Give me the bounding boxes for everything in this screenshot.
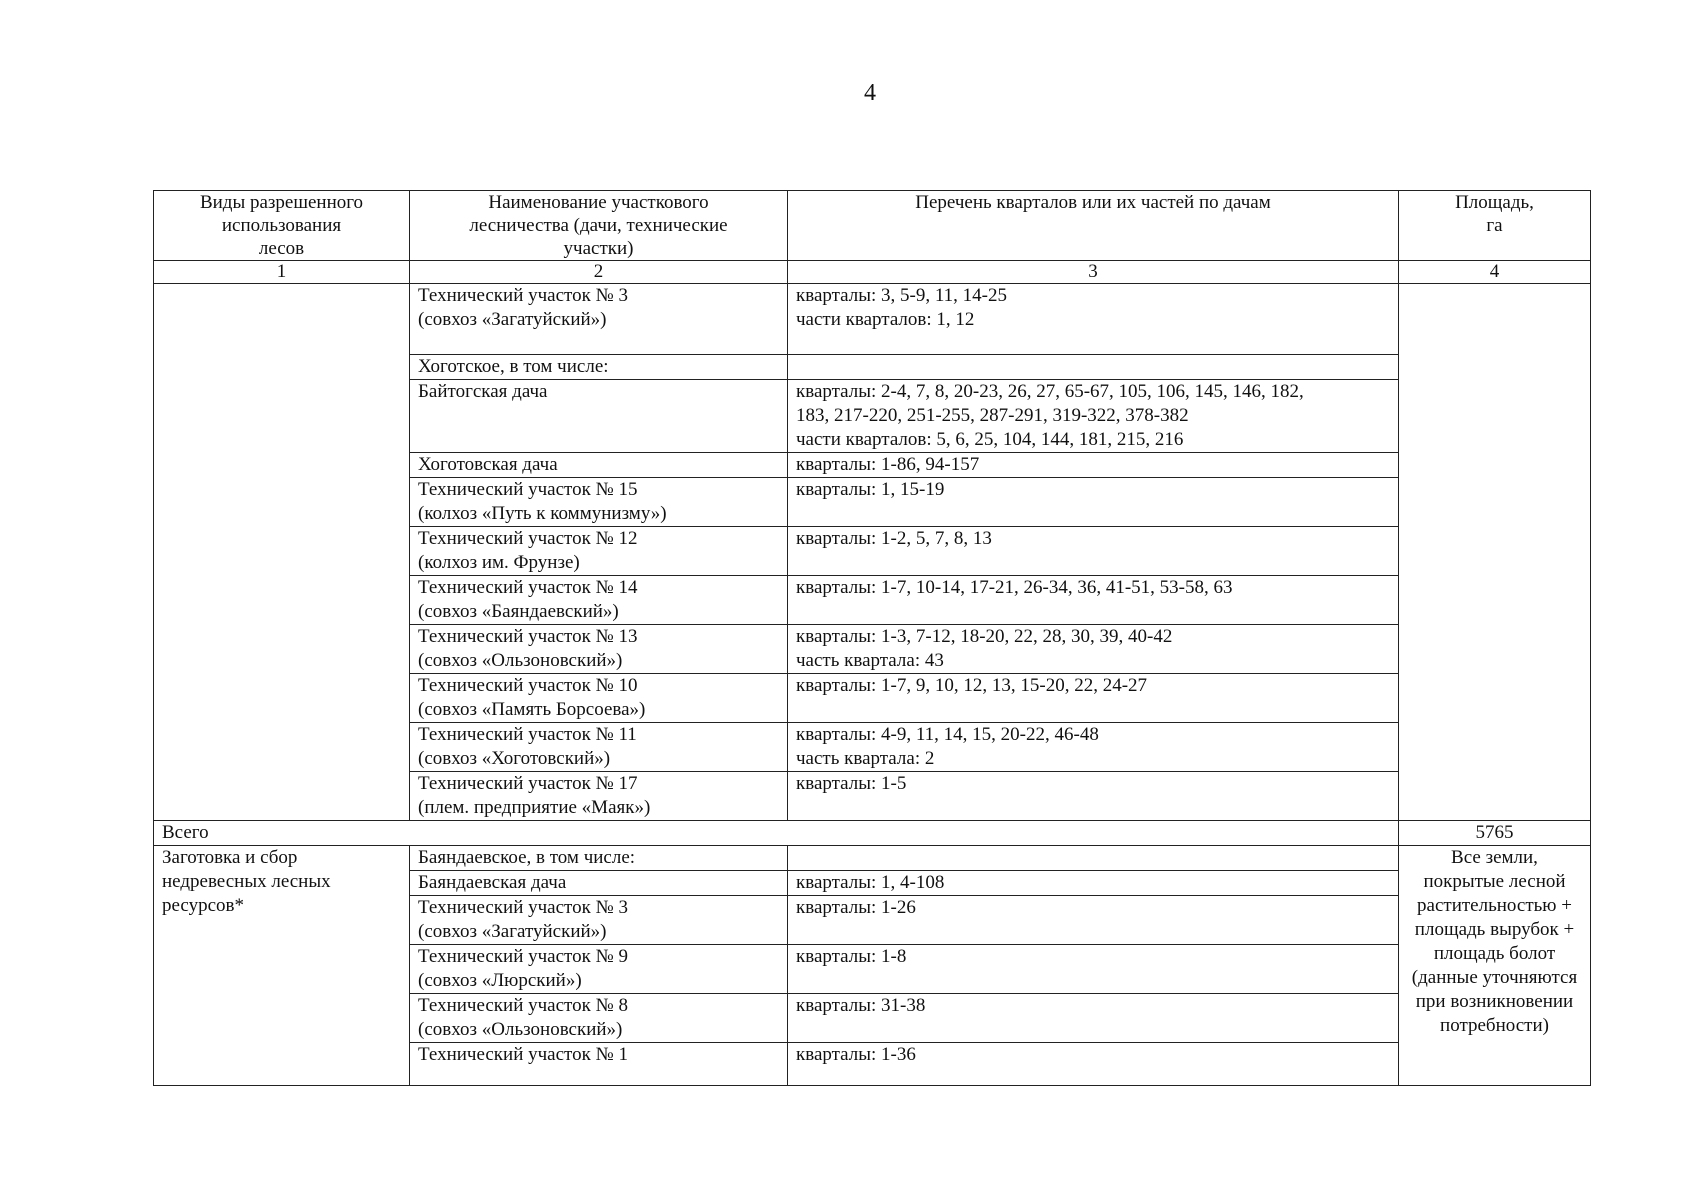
- column-numbers-row: [154, 261, 1591, 284]
- area-note-cell: Все земли, покрытые лесной растительностью + площадь вырубок + площадь болот (данные уточняются при возникновении потребности): [1399, 846, 1591, 1086]
- table-row: [154, 284, 1591, 355]
- quarters-cell: кварталы: 1-8: [788, 945, 1399, 994]
- header-area: Площадь, га: [1399, 191, 1591, 261]
- forest-use-table: [153, 190, 1591, 1086]
- total-label: Всего: [154, 821, 1399, 846]
- forestry-name-cell: Баяндаевская дача: [410, 871, 788, 896]
- quarters-cell: кварталы: 1-2, 5, 7, 8, 13: [788, 527, 1399, 576]
- header-row: [154, 191, 1591, 261]
- quarters-cell: кварталы: 1-3, 7-12, 18-20, 22, 28, 30, 39, 40-42 часть квартала: 43: [788, 625, 1399, 674]
- quarters-cell: [788, 846, 1399, 871]
- forestry-name-cell: Баяндаевское, в том числе:: [410, 846, 788, 871]
- forestry-name-cell: Хоготовская дача: [410, 453, 788, 478]
- header-quarters-list: Перечень кварталов или их частей по дачам: [788, 191, 1399, 261]
- forestry-name-cell: Технический участок № 1: [410, 1043, 788, 1086]
- quarters-cell: кварталы: 4-9, 11, 14, 15, 20-22, 46-48 часть квартала: 2: [788, 723, 1399, 772]
- forestry-name-cell: Технический участок № 11 (совхоз «Хоготовский»): [410, 723, 788, 772]
- quarters-cell: кварталы: 1-7, 9, 10, 12, 13, 15-20, 22, 24-27: [788, 674, 1399, 723]
- forestry-name-cell: Технический участок № 3 (совхоз «Загатуйский»): [410, 896, 788, 945]
- quarters-cell: кварталы: 1-5: [788, 772, 1399, 821]
- forestry-name-cell: Технический участок № 8 (совхоз «Ользоновский»): [410, 994, 788, 1043]
- quarters-cell: кварталы: 1-36: [788, 1043, 1399, 1086]
- use-type-cell: Заготовка и сбор недревесных лесных ресурсов*: [154, 846, 410, 1086]
- total-value: 5765: [1399, 821, 1591, 846]
- column-number: 3: [788, 261, 1399, 284]
- table-row: [154, 846, 1591, 871]
- column-number: 2: [410, 261, 788, 284]
- forestry-name-cell: Технический участок № 13 (совхоз «Ользоновский»): [410, 625, 788, 674]
- forestry-name-cell: Технический участок № 17 (плем. предприятие «Маяк»): [410, 772, 788, 821]
- forestry-name-cell: Технический участок № 15 (колхоз «Путь к коммунизму»): [410, 478, 788, 527]
- forestry-name-cell: Технический участок № 14 (совхоз «Баяндаевский»): [410, 576, 788, 625]
- quarters-cell: кварталы: 2-4, 7, 8, 20-23, 26, 27, 65-67, 105, 106, 145, 146, 182, 183, 217-220, 251-255, 287-291, 319-322, 378-382 части кварталов: 5, 6, 25, 104, 144, 181, 215, 216: [788, 380, 1399, 453]
- column-number: 1: [154, 261, 410, 284]
- quarters-cell: кварталы: 1-86, 94-157: [788, 453, 1399, 478]
- header-forestry-name: Наименование участкового лесничества (дачи, технические участки): [410, 191, 788, 261]
- forestry-name-cell: Байтогская дача: [410, 380, 788, 453]
- forestry-name-cell: Технический участок № 10 (совхоз «Память Борсоева»): [410, 674, 788, 723]
- quarters-cell: кварталы: 1, 15-19: [788, 478, 1399, 527]
- total-row: [154, 821, 1591, 846]
- quarters-cell: кварталы: 1-7, 10-14, 17-21, 26-34, 36, 41-51, 53-58, 63: [788, 576, 1399, 625]
- column-number: 4: [1399, 261, 1591, 284]
- quarters-cell: [788, 355, 1399, 380]
- quarters-cell: кварталы: 1-26: [788, 896, 1399, 945]
- quarters-cell: кварталы: 1, 4-108: [788, 871, 1399, 896]
- forestry-name-cell: Технический участок № 9 (совхоз «Люрский»): [410, 945, 788, 994]
- area-cell: [1399, 284, 1591, 821]
- page-number: 4: [864, 80, 876, 106]
- forestry-name-cell: Технический участок № 3 (совхоз «Загатуйский»): [410, 284, 788, 355]
- use-type-cell: [154, 284, 410, 821]
- header-use-type: Виды разрешенного использования лесов: [154, 191, 410, 261]
- forestry-name-cell: Хоготское, в том числе:: [410, 355, 788, 380]
- forestry-name-cell: Технический участок № 12 (колхоз им. Фрунзе): [410, 527, 788, 576]
- quarters-cell: кварталы: 3, 5-9, 11, 14-25 части кварталов: 1, 12: [788, 284, 1399, 355]
- quarters-cell: кварталы: 31-38: [788, 994, 1399, 1043]
